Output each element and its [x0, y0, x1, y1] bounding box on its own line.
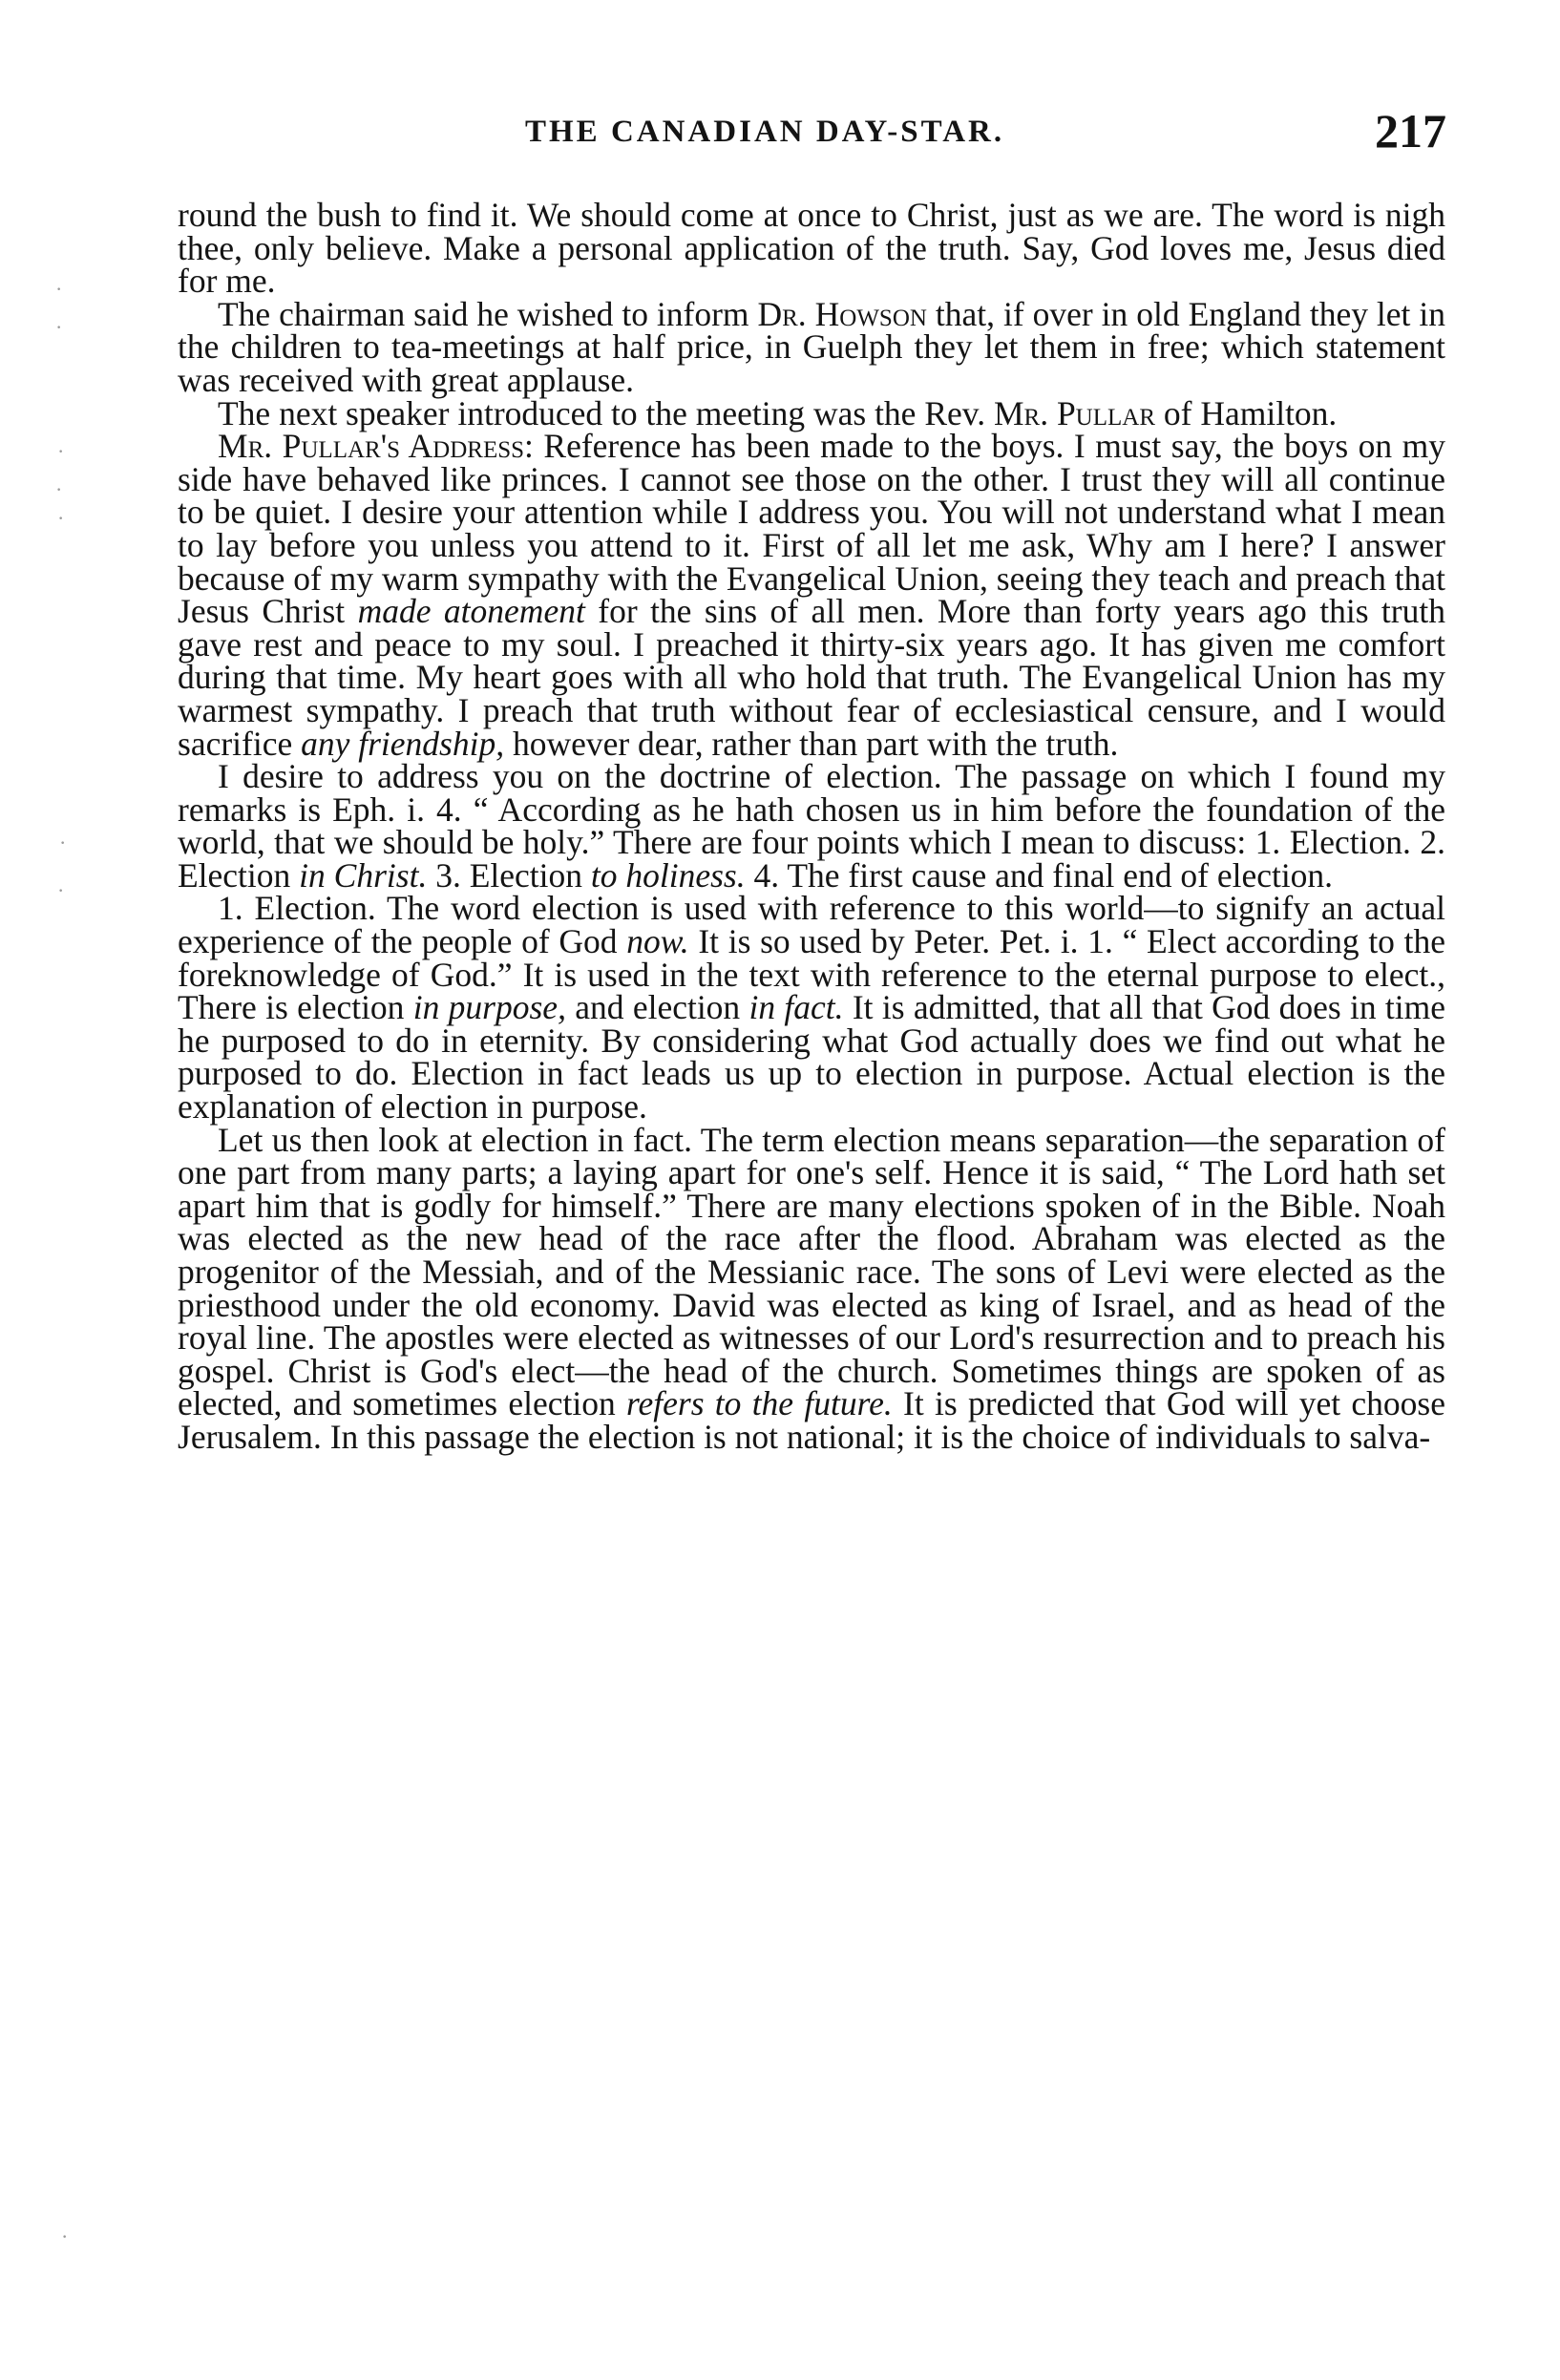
page-header [177, 103, 1446, 160]
address-heading: Mr. Pullar's Address: [218, 427, 534, 466]
paragraph-5-text-end: 4. The first cause and final end of election. [745, 855, 1334, 895]
paragraph-6-text-mid2: and election [565, 988, 749, 1027]
paragraph-7-text-end: It is predicted that God will yet choose Jerusalem. In this passage the election is not national; it is the choice of individuals to salva- [178, 1384, 1446, 1456]
paragraph-6 [178, 889, 1446, 1127]
paragraph-7-text: Let us then look at election in fact. The term election means separation—the separation of one part from many parts; a laying apart for one's self. Hence it is said, “ The Lord hath set apart him that is godly for himself.” There are many elections spoken of in the Bible. Noah was elected as the new head of the race after the flood. Abraham was elected as the progenitor of the Messiah, and of the Messianic race. The sons of Levi were elected as the priesthood under the old economy. David was elected as king of Israel, and as head of the royal line. The apostles were elected as witnesses of our Lord's resurrection and to preach his gospel. Christ is God's elect—the head of the church. Sometimes things are spoken of as elected, and sometimes election [178, 1120, 1445, 1423]
italic-in-fact: in fact. [748, 988, 844, 1027]
margin-specks: · · · · · · · · [55, 277, 69, 2248]
speaker-name-pullar: Mr. Pullar [993, 393, 1156, 432]
paragraph-6-text: 1. Election. The word election is used with reference to this world—to signify an actual experience of the people of God [178, 889, 1445, 961]
italic-refers-to-the-future: refers to the future. [626, 1384, 893, 1423]
paragraph-4-text-end: however dear, rather than part with the truth. [504, 724, 1119, 763]
paragraph-6-text-end: It is admitted, that all that God does in time he purposed to do in eternity. By considering what God actually does we find out what he purposed to do. Election in fact leads us up to election in purpose. Actual election is the explanation of election in purpose. [178, 988, 1445, 1127]
speaker-name-howson: Dr. Howson [757, 294, 927, 333]
paragraph-2 [178, 294, 1445, 399]
paragraph-2-text-end: that, if over in old England they let in the children to tea-meetings at half price, in Guelph they let them in free; which statement was received with great applause. [178, 294, 1445, 399]
paragraph-3-text: The next speaker introduced to the meeting was the Rev. [218, 393, 994, 432]
paragraph-1-text: round the bush to find it. We should come at once to Christ, just as we are. The word is nigh thee, only believe. Make a personal application of the truth. Say, God loves me, Jesus died for me. [178, 196, 1445, 301]
italic-now: now. [626, 922, 689, 961]
paragraph-4 [178, 427, 1446, 763]
article-body [178, 196, 1446, 1456]
paragraph-5-text-mid: 3. Election [427, 855, 591, 895]
italic-any-friendship: any friendship, [301, 724, 505, 763]
page-number: 217 [1375, 104, 1446, 158]
italic-made-atonement: made atonement [357, 592, 585, 631]
paragraph-3-text-end: of Hamilton. [1155, 393, 1338, 432]
italic-in-purpose: in purpose, [412, 988, 566, 1027]
paragraph-5 [178, 757, 1445, 895]
paragraph-1 [178, 196, 1445, 301]
paragraph-4-text: Reference has been made to the boys. I must say, the boys on my side have behaved like princes. I cannot see those on the other. I trust they will all continue to be quiet. I desire your attention while I address you. You will not understand what I mean to lay before you unless you attend to it. First of all let me ask, Why am I here? I answer because of my warm sympathy with the Evangelical Union, seeing they teach and preach that Jesus Christ [178, 427, 1446, 631]
paragraph-7 [178, 1120, 1446, 1456]
running-head: THE CANADIAN DAY-STAR. [525, 115, 1005, 149]
paragraph-4-text-mid: for the sins of all men. More than forty years ago this truth gave rest and peace to my soul. I preached it thirty-six years ago. It has given me comfort during that time. My heart goes with all who hold that truth. The Evangelical Union has my warmest sympathy. I preach that truth without fear of ecclesiastical censure, and I would sacrifice [178, 592, 1445, 763]
italic-in-christ: in Christ. [299, 855, 428, 895]
paragraph-5-text: I desire to address you on the doctrine of election. The passage on which I found my remarks is Eph. i. 4. “ According as he hath chosen us in him before the foundation of the world, that we should be holy.” There are four points which I mean to discuss: 1. Election. 2. Election [178, 757, 1445, 895]
paragraph-6-text-mid: It is so used by Peter. Pet. i. 1. “ Elect according to the foreknowledge of God.” It is used in the text with reference to the eternal purpose to elect., There is election [178, 922, 1446, 1027]
paragraph-3 [178, 393, 1445, 432]
italic-to-holiness: to holiness. [590, 855, 746, 895]
paragraph-2-text: The chairman said he wished to inform [218, 294, 758, 333]
